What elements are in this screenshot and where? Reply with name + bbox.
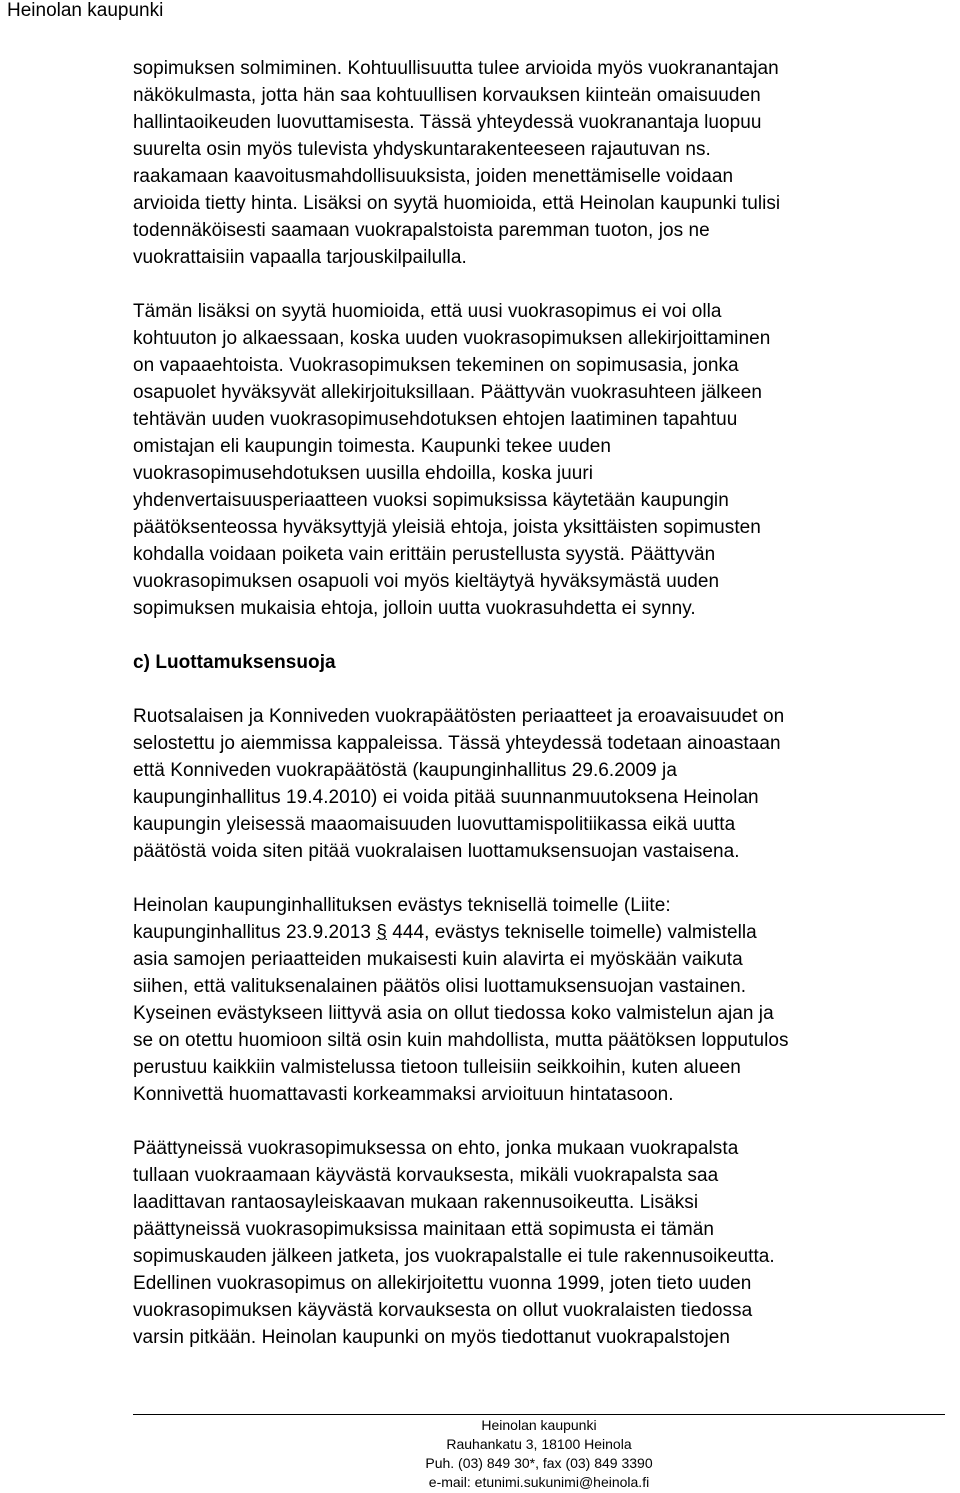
text-segment: kaupunginhallitus 23.9.2013 <box>133 922 377 943</box>
footer-phone: Puh. (03) 849 30*, fax (03) 849 3390 <box>425 1455 653 1471</box>
text-line: vuokrasopimusehdotuksen uusilla ehdoilla, koska juuri <box>133 463 593 484</box>
text-line: Tämän lisäksi on syytä huomioida, että uusi vuokrasopimus ei voi olla <box>133 301 722 322</box>
text-line: suurelta osin myös tulevista yhdyskuntarakenteeseen rajautuvan ns. <box>133 139 711 160</box>
text-line: laadittavan rantaosayleiskaavan mukaan rakennusoikeutta. Lisäksi <box>133 1192 699 1213</box>
text-line: perustuu kaikkiin valmistelussa tietoon tulleisiin seikkoihin, kuten alueen <box>133 1057 741 1078</box>
text-line: Ruotsalaisen ja Konniveden vuokrapäätösten periaatteet ja eroavaisuudet on <box>133 706 785 727</box>
document-body <box>133 55 945 1351</box>
text-line: todennäköisesti saamaan vuokrapalstoista paremman tuoton, jos ne <box>133 220 710 241</box>
section-heading: c) Luottamuksensuoja <box>133 652 336 673</box>
text-line: se on otettu huomioon siltä osin kuin mahdollista, mutta päätöksen lopputulos <box>133 1030 789 1051</box>
paragraph-3 <box>133 703 945 865</box>
text-line: päättyneissä vuokrasopimuksissa mainitaan että sopimusta ei tämän <box>133 1219 714 1240</box>
text-line: yhdenvertaisuusperiaatteen vuoksi sopimuksissa käytetään kaupungin <box>133 490 729 511</box>
text-line: sopimuksen solmiminen. Kohtuullisuutta tulee arvioida myös vuokranantajan <box>133 58 779 79</box>
text-line: kaupungin yleisessä maaomaisuuden luovuttamispolitiikassa eikä uutta <box>133 814 736 835</box>
text-line: kohdalla voidaan poiketa vain erittäin perustellusta syystä. Päättyvän <box>133 544 716 565</box>
text-line: tullaan vuokraamaan käyvästä korvauksesta, mikäli vuokrapalsta saa <box>133 1165 719 1186</box>
footer-organization: Heinolan kaupunki <box>481 1417 597 1433</box>
text-line: sopimuskauden jälkeen jatketa, jos vuokrapalstalle ei tule rakennusoikeutta. <box>133 1246 775 1267</box>
text-line <box>133 919 945 946</box>
text-line: Edellinen vuokrasopimus on allekirjoitettu vuonna 1999, joten tieto uuden <box>133 1273 752 1294</box>
paragraph-5 <box>133 1135 945 1351</box>
text-line: vuokrattaisiin vapaalla tarjouskilpailulla. <box>133 247 467 268</box>
paragraph-2 <box>133 298 945 622</box>
text-line: selostettu jo aiemmissa kappaleissa. Tässä yhteydessä todetaan ainoastaan <box>133 733 781 754</box>
text-line: sopimuksen mukaisia ehtoja, jolloin uutta vuokrasuhdetta ei synny. <box>133 598 696 619</box>
page-header-title: Heinolan kaupunki <box>7 0 164 21</box>
text-line: näkökulmasta, jotta hän saa kohtuullisen korvauksen kiinteän omaisuuden <box>133 85 761 106</box>
paragraph-4 <box>133 892 945 1108</box>
footer-divider <box>133 1414 945 1415</box>
text-line: päätöksenteossa hyväksyttyjä yleisiä ehtoja, joista yksittäisten sopimusten <box>133 517 761 538</box>
text-line: osapuolet hyväksyvät allekirjoituksillaan. Päättyvän vuokrasuhteen jälkeen <box>133 382 762 403</box>
text-line: vuokrasopimuksen käyvästä korvauksesta on ollut vuokralaisten tiedossa <box>133 1300 753 1321</box>
text-line: arvioida tietty hinta. Lisäksi on syytä huomioida, että Heinolan kaupunki tulisi <box>133 193 781 214</box>
text-line: Päättyneissä vuokrasopimuksessa on ehto, jonka mukaan vuokrapalsta <box>133 1138 739 1159</box>
text-line: asia samojen periaatteiden mukaisesti kuin alavirta ei myöskään vaikuta <box>133 949 743 970</box>
text-line: kaupunginhallitus 19.4.2010) ei voida pitää suunnanmuutoksena Heinolan <box>133 787 759 808</box>
text-line: tehtävän uuden vuokrasopimusehdotuksen ehtojen laatiminen tapahtuu <box>133 409 738 430</box>
text-line: vuokrasopimuksen osapuoli voi myös kieltäytyä hyväksymästä uuden <box>133 571 720 592</box>
text-line: siihen, että valituksenalainen päätös olisi luottamuksensuojan vastainen. <box>133 976 747 997</box>
text-line: omistajan eli kaupungin toimesta. Kaupunki tekee uuden <box>133 436 612 457</box>
text-line: Konnivettä huomattavasti korkeammaksi arvioituun hintatasoon. <box>133 1084 674 1105</box>
text-line: Heinolan kaupunginhallituksen evästys teknisellä toimelle (Liite: <box>133 895 671 916</box>
text-line: varsin pitkään. Heinolan kaupunki on myös tiedottanut vuokrapalstojen <box>133 1327 731 1348</box>
page-footer <box>133 1416 945 1492</box>
text-segment: 444, evästys tekniselle toimelle) valmistella <box>386 922 757 943</box>
paragraph-1 <box>133 55 945 271</box>
footer-email: e-mail: etunimi.sukunimi@heinola.fi <box>428 1474 650 1490</box>
text-line: hallintaoikeuden luovuttamisesta. Tässä yhteydessä vuokranantaja luopuu <box>133 112 762 133</box>
text-line: Kyseinen evästykseen liittyvä asia on ollut tiedossa koko valmistelun ajan ja <box>133 1003 774 1024</box>
text-line: on vapaaehtoista. Vuokrasopimuksen tekeminen on sopimusasia, jonka <box>133 355 739 376</box>
footer-address: Rauhankatu 3, 18100 Heinola <box>446 1436 632 1452</box>
section-sign: § <box>376 922 387 943</box>
text-line: että Konniveden vuokrapäätöstä (kaupunginhallitus 29.6.2009 ja <box>133 760 677 781</box>
text-line: päätöstä voida siten pitää vuokralaisen luottamuksensuojan vastaisena. <box>133 841 740 862</box>
text-line: raakamaan kaavoitusmahdollisuuksista, joiden menettämiselle voidaan <box>133 166 734 187</box>
text-line: kohtuuton jo alkaessaan, koska uuden vuokrasopimuksen allekirjoittaminen <box>133 328 771 349</box>
